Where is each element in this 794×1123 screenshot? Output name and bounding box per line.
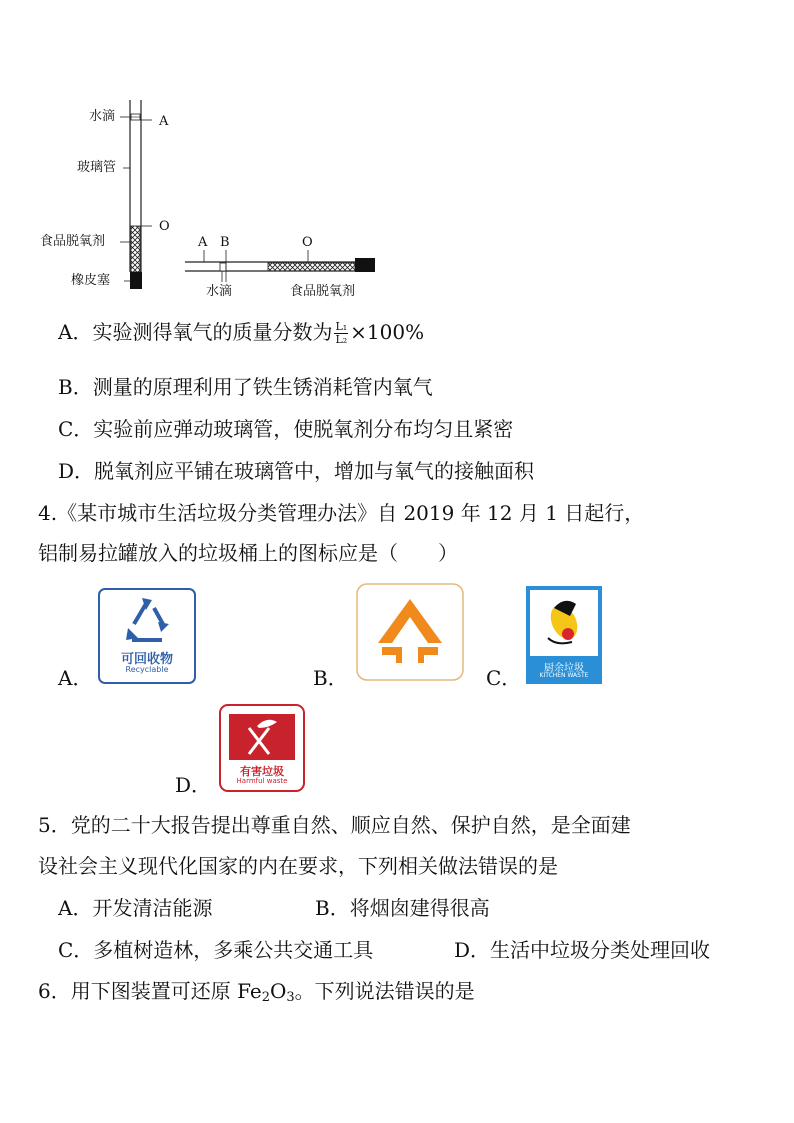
kitchen-waste-icon	[526, 586, 602, 684]
q4-label-d: D．	[175, 773, 212, 797]
q4-label-a: A．	[58, 666, 93, 690]
kitchen-cn: 厨余垃圾	[544, 663, 584, 674]
label-deoxidizer-horizontal: 食品脱氧剂	[290, 284, 356, 299]
q6-stem: 6．用下图装置可还原 $Fe_2O_3$。下列说法错误的是	[38, 979, 475, 1005]
recyclable-icon	[98, 588, 196, 684]
harmful-cn: 有害垃圾	[240, 765, 284, 778]
label-water-drop: 水滴	[89, 109, 116, 124]
kitchen-en: KITCHEN WASTE	[539, 672, 589, 679]
harmful-en: Harmful waste	[236, 777, 288, 785]
q4-label-c: C．	[486, 666, 522, 690]
experiment-diagram	[0, 0, 794, 310]
harmful-waste-icon	[219, 704, 305, 792]
recyclable-cn: 可回收物	[120, 652, 173, 667]
horizontal-tube	[185, 250, 375, 282]
label-glass-tube: 玻璃管	[77, 160, 117, 175]
q3-option-c: C．实验前应弹动玻璃管，使脱氧剂分布均匀且紧密	[58, 417, 514, 441]
q5-option-d: D．生活中垃圾分类处理回收	[454, 938, 711, 962]
label-mark-o-vertical: O	[159, 219, 170, 234]
q5-option-a: A．开发清洁能源	[58, 896, 213, 920]
vertical-tube	[120, 100, 152, 289]
q5-stem-line1: 5．党的二十大报告提出尊重自然、顺应自然、保护自然，是全面建	[38, 813, 631, 837]
orange-recycle-icon	[356, 583, 464, 681]
q4-stem-line1: 4.《某市城市生活垃圾分类管理办法》自 2019 年 12 月 1 日起行，	[38, 501, 645, 525]
label-water-drop-horizontal: 水滴	[206, 284, 233, 299]
q4-label-b: B．	[313, 666, 348, 690]
q3-option-a: A．实验测得氧气的质量分数为 $\frac{\text{L₁}}{\text{L₂}}$ ×100%	[58, 320, 425, 346]
fraction: $\frac{\text{L₁}}{\text{L₂}}$	[335, 320, 348, 346]
rubber-stopper-horizontal	[355, 258, 375, 272]
label-rubber-stopper: 橡皮塞	[71, 273, 111, 288]
deoxidizer-vertical	[131, 226, 140, 272]
q5-option-c: C．多植树造林，多乘公共交通工具	[58, 938, 374, 962]
deoxidizer-horizontal	[268, 263, 355, 271]
label-mark-a-vertical: A	[159, 114, 169, 129]
q5-option-b: B．将烟囱建得很高	[315, 896, 490, 920]
label-mark-o-horizontal: O	[302, 235, 313, 250]
q4-stem-line2: 铝制易拉罐放入的垃圾桶上的图标应是（ ）	[38, 541, 458, 565]
water-drop-horizontal	[220, 263, 226, 271]
q3-option-d: D．脱氧剂应平铺在玻璃管中，增加与氧气的接触面积	[58, 459, 535, 483]
q5-stem-line2: 设社会主义现代化国家的内在要求，下列相关做法错误的是	[38, 854, 558, 878]
label-mark-a-horizontal: A	[198, 235, 208, 250]
label-food-deoxidizer: 食品脱氧剂	[40, 234, 106, 249]
q3-option-b: B．测量的原理利用了铁生锈消耗管内氧气	[58, 375, 433, 399]
label-mark-b-horizontal: B	[220, 235, 230, 250]
recyclable-en: Recyclable	[125, 665, 169, 674]
rubber-stopper	[130, 272, 142, 289]
